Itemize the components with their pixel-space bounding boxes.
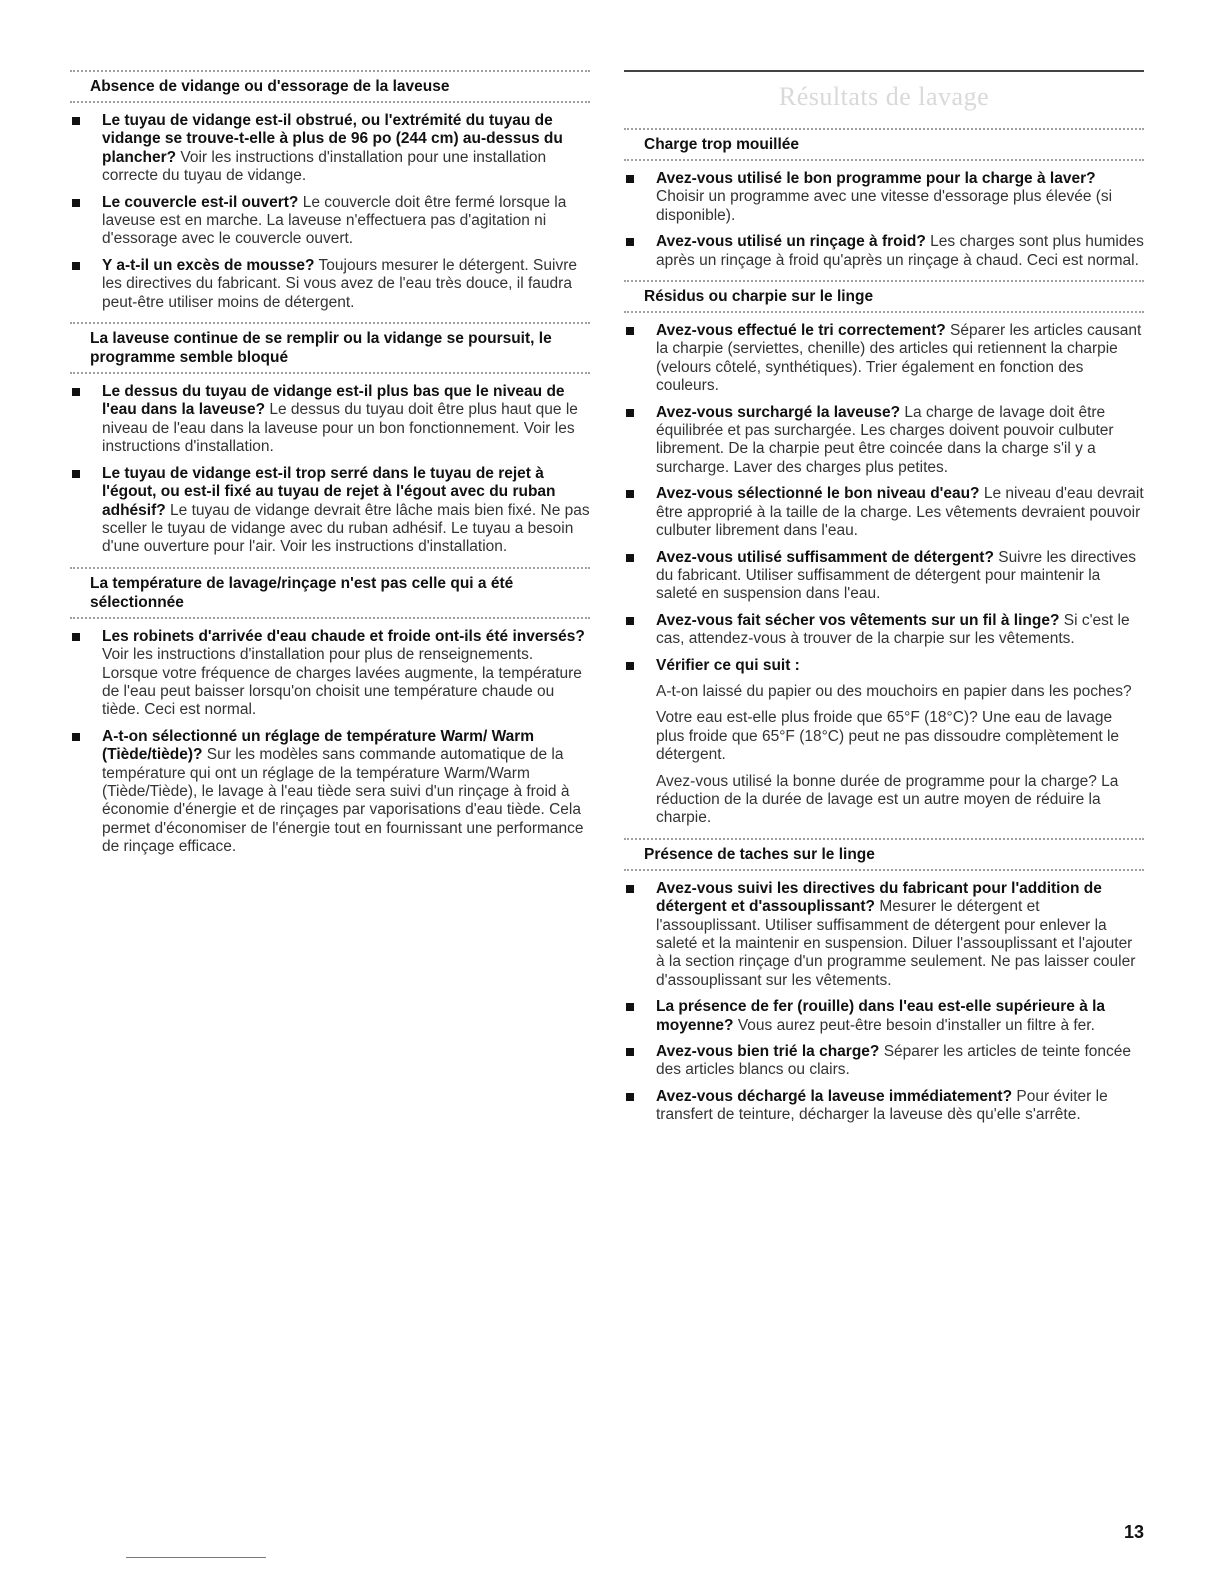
bullet-icon [626,238,634,246]
bullet-icon [626,554,634,562]
item-question: Avez-vous utilisé suffisamment de détergent? [656,548,994,566]
bullet-icon [626,885,634,893]
item-question: Le tuyau de vidange est-il obstrué, ou l'extrémité du tuyau de vidange se trouve-t-elle à plus de 96 po (244 cm) au-dessus du plancher? [102,112,563,166]
section-stains [624,838,1144,1125]
section-no-drain [70,70,590,312]
item-answer: Voir les instructions d'installation pour plus de renseignements. Lorsque votre fréquence de charges lavées augmente, la température de l'eau peut baisser lorsqu'on choisit une température chaude ou tiède. Ceci est normal. [102,646,582,719]
item-question: Y a-t-il un excès de mousse? [102,256,315,274]
list-item [70,194,590,249]
item-question: A-t-on sélectionné un réglage de température Warm/ Warm (Tiède/tiède)? [102,727,535,764]
item-answer: Si c'est le cas, attendez-vous à trouver de la charpie sur les vêtements. [656,611,1130,648]
bullet-icon [626,490,634,498]
item-answer: La charge de lavage doit être équilibrée et pas surchargée. Les charges doivent pouvoir culbuter librement. De la charpie peut être coincée dans la charge s'il y a surcharge. Laver des charges plus petites. [656,403,1114,476]
item-answer: Séparer les articles causant la charpie (serviettes, chenille) des articles qui retiennent la charpie (velours côtelé, synthétiques). Trier également en fonction des couleurs. [656,322,1142,395]
item-question: Avez-vous suivi les directives du fabricant pour l'addition de détergent et d'assouplissant? [656,879,1102,916]
section-keeps-filling [70,322,590,557]
section-header: Charge trop mouillée [624,128,1144,161]
list-item [624,1043,1144,1080]
item-question: Avez-vous déchargé la laveuse immédiatement? [656,1087,1013,1105]
item-question: Le tuyau de vidange est-il trop serré dans le tuyau de rejet à l'égout, ou est-il fixé au tuyau de rejet à l'égout avec du ruban adhésif? [102,464,556,519]
list-item [624,233,1144,270]
page-section-title: Résultats de lavage [778,82,990,111]
list-item [70,383,590,457]
item-question: Avez-vous surchargé la laveuse? [656,403,901,421]
left-column [70,70,590,867]
bullet-icon [72,733,80,741]
item-question: Avez-vous sélectionné le bon niveau d'eau? [656,485,980,503]
list-item [624,612,1144,649]
bullet-icon [72,199,80,207]
item-answer: Suivre les directives du fabricant. Utiliser suffisamment de détergent pour maintenir la saleté en suspension dans l'eau. [656,548,1137,603]
item-question: Le dessus du tuyau de vidange est-il plus bas que le niveau de l'eau dans la laveuse? [102,383,565,419]
list-item [624,880,1144,990]
section-header: Présence de taches sur le linge [624,838,1144,871]
bullet-icon [626,409,634,417]
bullet-icon [72,262,80,270]
item-answer: Séparer les articles de teinte foncée des articles blancs ou clairs. [656,1043,1131,1079]
bullet-icon [72,388,80,396]
right-column [624,70,1144,1135]
item-answer: Voir les instructions d'installation pour une installation correcte du tuyau de vidange. [102,148,547,185]
section-load-too-wet [624,128,1144,270]
list-item [70,257,590,312]
list-item [624,657,1144,675]
bullet-icon [72,633,80,641]
item-answer: Les charges sont plus humides après un rinçage à froid qu'après un rinçage à chaud. Ceci est normal. [656,233,1144,269]
item-answer: Vous aurez peut-être besoin d'installer un filtre à fer. [733,1016,1095,1034]
bullet-icon [626,617,634,625]
footer-divider [126,1557,266,1558]
section-header: Résidus ou charpie sur le linge [624,280,1144,313]
bullet-icon [626,1048,634,1056]
section-header: La laveuse continue de se remplir ou la vidange se poursuit, le programme semble bloqué [70,322,590,374]
list-item [70,628,590,720]
item-answer: Le couvercle doit être fermé lorsque la laveuse est en marche. La laveuse n'effectuera pas d'agitation ni d'essorage avec le couvercle ouvert. [102,193,567,248]
item-answer: Choisir un programme avec une vitesse d'essorage plus élevée (si disponible). [656,188,1113,224]
top-divider [624,70,1144,72]
section-header: La température de lavage/rinçage n'est pas celle qui a été sélectionnée [70,567,590,619]
item-answer: Toujours mesurer le détergent. Suivre les directives du fabricant. Si vous avez de l'eau très douce, il faudra peut-être utiliser moins de détergent. [102,256,577,311]
bullet-icon [626,662,634,670]
list-item [624,404,1144,478]
item-answer: Sur les modèles sans commande automatique de la température qui ont un réglage de la température Warm/Warm (Tiède/Tiède), le lavage à l'eau tiède sera suivi d'un rinçage à froid à économie d'énergie et de rinçages par vaporisations d'eau tiède. Cela permet d'économiser de l'énergie tout en fournissant une performance de rinçage efficace. [102,746,584,856]
bullet-icon [72,117,80,125]
section-wrong-temperature [70,567,590,857]
item-question: Le couvercle est-il ouvert? [102,193,299,211]
list-item [70,465,590,557]
section-lint [624,280,1144,828]
bullet-icon [626,1003,634,1011]
bullet-icon [72,470,80,478]
item-question: Vérifier ce qui suit : [656,656,800,674]
item-question: Avez-vous utilisé un rinçage à froid? [656,233,926,251]
bullet-icon [626,327,634,335]
item-question: Les robinets d'arrivée d'eau chaude et froide ont-ils été inversés? [102,627,585,645]
item-question: Avez-vous fait sécher vos vêtements sur un fil à linge? [656,611,1060,629]
list-item [624,322,1144,396]
list-item [624,485,1144,540]
page-number: 13 [1123,1522,1144,1542]
item-question: Avez-vous utilisé le bon programme pour la charge à laver? [656,170,1096,187]
check-paragraph: Avez-vous utilisé la bonne durée de programme pour la charge? La réduction de la durée de lavage est un autre moyen de réduire la charpie. [656,772,1119,827]
item-answer: Le niveau d'eau devrait être approprié à la taille de la charge. Les vêtements devraient pouvoir culbuter librement dans l'eau. [656,485,1144,540]
check-paragraph: A-t-on laissé du papier ou des mouchoirs en papier dans les poches? [656,682,1132,700]
list-item [70,728,590,857]
bullet-icon [626,175,634,183]
item-answer: Le tuyau de vidange devrait être lâche mais bien fixé. Ne pas sceller le tuyau de vidange avec du ruban adhésif. Le tuyau a besoin d'une ouverture pour l'air. Voir les instructions d'installation. [102,501,590,556]
item-answer: Mesurer le détergent et l'assouplissant. Utiliser suffisamment de détergent pour enlever la saleté et la maintenir en suspension. Diluer l'assouplissant et l'ajouter à la section rinçage d'un programme seulement. Ne pas laisser couler d'assouplissant sur les vêtements. [656,898,1136,989]
list-item [624,549,1144,604]
list-item [624,170,1144,225]
bullet-icon [626,1093,634,1101]
item-answer: Pour éviter le transfert de teinture, décharger la laveuse dès qu'elle s'arrête. [656,1087,1108,1124]
list-item [70,112,590,186]
check-paragraph: Votre eau est-elle plus froide que 65°F (18°C)? Une eau de lavage plus froide que 65°F (18°C) peut ne pas dissoudre complètement le détergent. [656,709,1120,764]
section-header: Absence de vidange ou d'essorage de la laveuse [70,70,590,103]
item-answer: Le dessus du tuyau doit être plus haut que le niveau de l'eau dans la laveuse pour un bon fonctionnement. Voir les instructions d'installation. [102,401,578,456]
item-question: La présence de fer (rouille) dans l'eau est-elle supérieure à la moyenne? [656,998,1106,1034]
item-question: Avez-vous effectué le tri correctement? [656,322,946,340]
list-item [624,998,1144,1035]
list-item [624,1088,1144,1125]
item-question: Avez-vous bien trié la charge? [656,1043,880,1061]
